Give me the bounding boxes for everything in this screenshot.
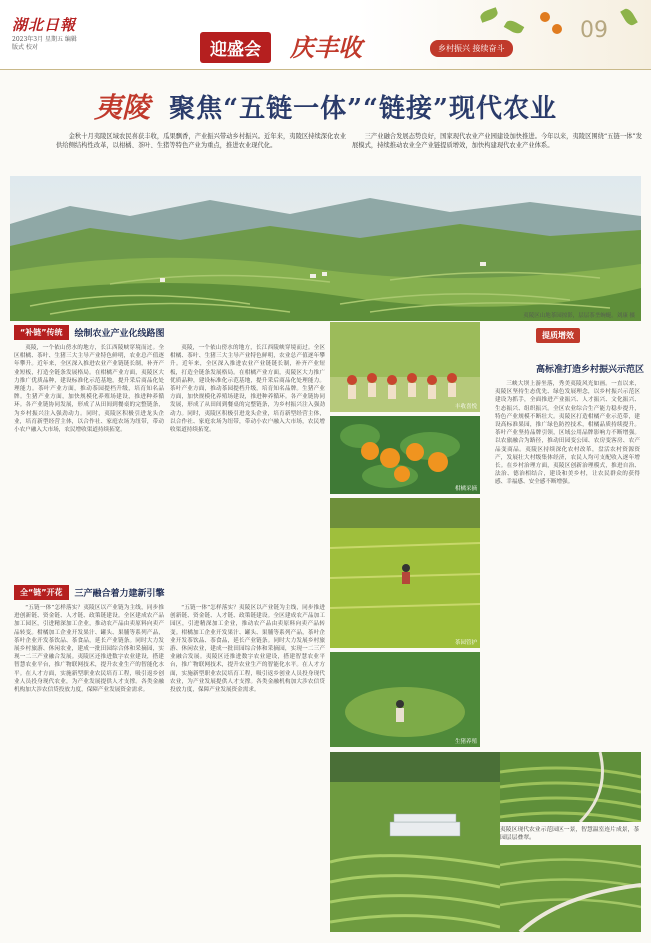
road-photo xyxy=(500,845,641,932)
section1-heading xyxy=(14,325,165,340)
farm-illustration xyxy=(330,652,480,747)
section1-title: 绘制农业产业化线路图 xyxy=(74,329,165,339)
orange-fruit-icon xyxy=(552,24,562,34)
right-section-heading xyxy=(536,328,580,343)
intro-right xyxy=(352,132,642,151)
tea-garden-illustration xyxy=(330,752,500,932)
right-section-body: 三峡大坝上游坐落，秀美夷陵风光如画。一直以来，夷陵区坚持生态优先、绿色发展理念，以乡村振兴示范区建设为抓手，全面推进产业振兴、人才振兴、文化振兴、生态振兴、组织振兴。全区农业综合生产能力稳步提升，特色产业规模不断壮大。夷陵区打造柑橘产业示范带，建设高标准果园，推广绿色防控技术，柑橘品质持续提升。茶叶产业坚持品牌引领，区域公用品牌影响力不断增强。以农旅融合为路径，推动田园变公园、农房变客房、农产品变商品。夷陵区持续深化农村改革，盘活农村资源资产，发展壮大村级集体经济，农民人均可支配收入逐年增长。在乡村治理方面，夷陵区创新治理模式，推进自治、法治、德治相结合，建设和美乡村，让农民群众的获得感、幸福感、安全感不断增强。 xyxy=(495,381,640,486)
section1-text-cont: 夷陵，一个依山傍水的地方，长江西陵峡穿境而过。全区柑橘、茶叶、生猪三大主导产业特色鲜明，农业总产值逐年攀升。近年来，全区深入推进农业产业链链长制，补齐产业短板，打造全链条发展格局。在柑橘产业方面，夷陵区大力推广优质品种，建设标准化示范基地，提升采后商品化处理能力。茶叶产业方面，推动茶园提档升级，培育知名品牌。生猪产业方面，加快规模化养殖场建设，推进种养循环。各产业链协同发展，形成了从田间到餐桌的完整链条，为乡村振兴注入强劲动力。同时，夷陵区积极引进龙头企业，培育新型经营主体，以合作社、家庭农场为纽带，带动小农户融入大市场，农民增收渠道持续拓宽。 xyxy=(170,345,325,434)
orange-fruit-icon xyxy=(540,12,550,22)
tea-rows-photo xyxy=(500,752,641,822)
tea-rows-illustration xyxy=(500,752,641,822)
section2-col1 xyxy=(14,604,164,924)
section2-tag: 全“链”开花 xyxy=(14,585,69,600)
masthead xyxy=(0,0,651,70)
section2-text-cont: “五链一体”怎样落实？夷陵区以产业链为主线，同步推进创新链、资金链、人才链、政策链建设。全区建成农产品加工园区，引进精深加工企业，推动农产品由卖原料向卖产品转变。柑橘加工企业开发果汁、罐头、果脯等系列产品，茶叶企业开发茶饮品、茶食品，延长产业链条。同时大力发展乡村旅游、休闲农业，建成一批田园综合体和采摘园，实现一二三产业融合发展。夷陵区还推进数字农业建设，搭建智慧农业平台，推广物联网技术，提升农业生产的智能化水平。在人才方面，实施新型职业农民培育工程，吸引返乡创业人员投身现代农业，为产业发展提供人才支撑。各类金融机构加大涉农信贷投放力度，保障产业发展资金需求。 xyxy=(170,605,325,694)
photo-caption: 茶园管护 xyxy=(454,640,477,646)
intro-left-text: 金秋十月夷陵区域农民喜获丰收，瓜果飘香，产业振兴带动乡村振兴。近年来，夷陵区持续深化农业供给侧结构性改革，以柑橘、茶叶、生猪等特色产业为重点，推进农业现代化。 xyxy=(56,133,346,149)
hero-landscape-illustration xyxy=(10,176,641,321)
section2-text: “五链一体”怎样落实？夷陵区以产业链为主线，同步推进创新链、资金链、人才链、政策链建设。全区建成农产品加工园区，引进精深加工企业，推动农产品由卖原料向卖产品转变。柑橘加工企业开发果汁、罐头、果脯等系列产品，茶叶企业开发茶饮品、茶食品，延长产业链条。同时大力发展乡村旅游、休闲农业，建成一批田园综合体和采摘园，实现一二三产业融合发展。夷陵区还推进数字农业建设，搭建智慧农业平台，推广物联网技术，提升农业生产的智能化水平。在人才方面，实施新型职业农民培育工程，吸引返乡创业人员投身现代农业，为产业发展提供人才支撑。各类金融机构加大涉农信贷投放力度，保障产业发展资金需求。 xyxy=(14,605,164,694)
hero-caption: 夷陵区山地茶园掠影，层层茶垄蜿蜒。刘康 摄 xyxy=(523,313,635,319)
orange-illustration xyxy=(330,416,480,494)
issue-info: 2023年3月 星期五 编辑 版式 校对 xyxy=(12,36,77,51)
leaf-icon xyxy=(504,18,525,36)
headline xyxy=(0,86,651,122)
tea-garden-photo xyxy=(330,752,500,932)
section2-col2 xyxy=(170,604,325,924)
photo-caption: 丰收喜悦 xyxy=(454,404,477,410)
leaf-icon xyxy=(479,7,499,23)
page-number: 09 xyxy=(580,18,608,43)
section-tag: 迎盛会 xyxy=(200,32,271,63)
farm-photo xyxy=(330,652,480,747)
newspaper-logo: 湖北日報 xyxy=(12,16,77,34)
intro-left xyxy=(56,132,346,151)
headline-main: 聚焦“五链一体”“链接”现代农业 xyxy=(169,94,557,124)
field-photo xyxy=(330,498,480,648)
intro-right-text: 三产业融合发展态势良好，国家现代农业产业园建设加快推进。今年以来，夷陵区围绕“五链一体”发展模式，持续推动农业全产业链提质增效，加快构建现代农业产业体系。 xyxy=(352,133,642,149)
road-illustration xyxy=(500,845,641,932)
section1-col2 xyxy=(170,344,325,572)
section2-heading xyxy=(14,585,165,600)
right-section-title: 高标准打造乡村振兴示范区 xyxy=(536,365,645,375)
section1-tag: “补链”传统 xyxy=(14,325,69,340)
section-title: 庆丰收 xyxy=(290,33,362,62)
section2-title: 三产融合着力建新引擎 xyxy=(74,589,165,599)
bottom-caption: 夷陵区现代农业示范园区一景，智慧温室连片成景，茶园层层叠翠。 xyxy=(500,827,640,841)
right-section-tag: 提质增效 xyxy=(536,328,580,343)
slogan-badge: 乡村振兴 接续奋斗 xyxy=(430,40,513,57)
orange-photo xyxy=(330,416,480,494)
hero-landscape-photo xyxy=(10,176,641,321)
harvest-photo xyxy=(330,322,480,412)
section1-text: 夷陵，一个依山傍水的地方，长江西陵峡穿境而过。全区柑橘、茶叶、生猪三大主导产业特色鲜明，农业总产值逐年攀升。近年来，全区深入推进农业产业链链长制，补齐产业短板，打造全链条发展格局。在柑橘产业方面，夷陵区大力推广优质品种，建设标准化示范基地，提升采后商品化处理能力。茶叶产业方面，推动茶园提档升级，培育知名品牌。生猪产业方面，加快规模化养殖场建设，推进种养循环。各产业链协同发展，形成了从田间到餐桌的完整链条，为乡村振兴注入强劲动力。同时，夷陵区积极引进龙头企业，培育新型经营主体，以合作社、家庭农场为纽带，带动小农户融入大市场，农民增收渠道持续拓宽。 xyxy=(14,345,164,434)
right-section-text xyxy=(495,380,640,720)
leaf-icon xyxy=(620,7,638,28)
photo-caption: 生猪养殖 xyxy=(454,739,477,745)
field-illustration xyxy=(330,498,480,648)
section1-col1 xyxy=(14,344,164,572)
harvest-illustration xyxy=(330,322,480,412)
headline-place: 夷陵 xyxy=(94,91,151,124)
photo-caption: 柑橘采摘 xyxy=(454,486,477,492)
